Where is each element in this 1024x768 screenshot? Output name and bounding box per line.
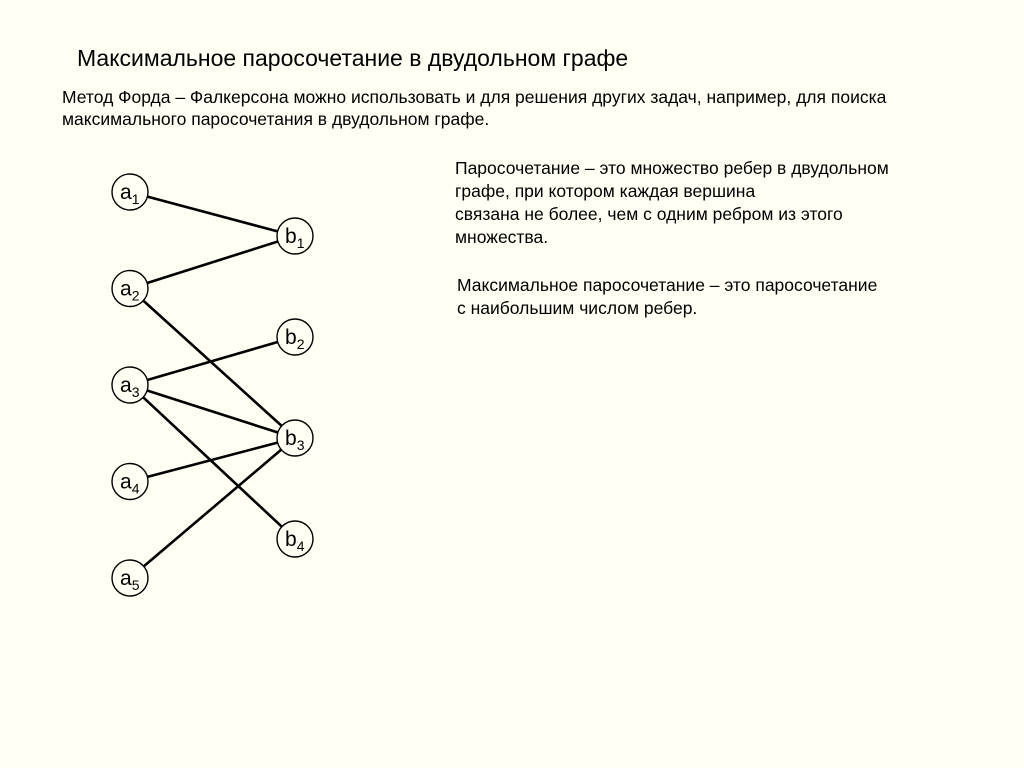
edge-a2-b1 xyxy=(147,242,278,284)
vertex-letter: a xyxy=(120,374,132,397)
matching-definition-line: множества. xyxy=(455,227,549,247)
vertex-index: 5 xyxy=(131,577,140,593)
edge-a3-b2 xyxy=(147,342,277,380)
graph-edges xyxy=(143,197,282,567)
edge-a2-b3 xyxy=(143,301,281,426)
vertex-a4 xyxy=(112,464,148,500)
edge-a3-b3 xyxy=(147,391,278,433)
vertex-index: 3 xyxy=(131,384,140,400)
vertex-a2 xyxy=(112,271,148,307)
vertex-letter: a xyxy=(120,277,132,301)
slide-title: Максимальное паросочетание в двудольном графе xyxy=(77,45,629,71)
vertex-letter: a xyxy=(120,470,132,494)
vertex-b2 xyxy=(277,319,313,355)
vertex-a1 xyxy=(112,174,148,210)
vertex-letter: a xyxy=(120,567,132,590)
vertex-letter: b xyxy=(285,427,297,450)
vertex-a5 xyxy=(112,560,148,596)
vertex-b4 xyxy=(277,521,313,557)
vertex-letter: b xyxy=(285,528,297,551)
edge-a1-b1 xyxy=(147,197,277,232)
matching-definition-line: связана не более, чем с одним ребром из этого xyxy=(455,204,843,224)
vertex-index: 1 xyxy=(131,191,140,207)
intro-paragraph: Метод Форда – Фалкерсона можно использовать и для решения других задач, например, для поиска максимального паросочетания в двудольном графе. xyxy=(62,87,887,129)
maximum-matching-definition-line: Максимальное паросочетание – это паросочетание xyxy=(457,275,878,295)
vertex-letter: b xyxy=(285,225,297,248)
matching-definition-line: Паросочетание – это множество ребер в двудольном xyxy=(455,158,889,178)
vertex-letter: a xyxy=(120,181,132,204)
graph-vertices xyxy=(112,174,313,596)
vertex-index: 4 xyxy=(296,538,305,554)
edge-a4-b3 xyxy=(147,443,277,477)
vertex-index: 2 xyxy=(131,287,140,304)
vertex-index: 1 xyxy=(296,235,305,251)
vertex-a3 xyxy=(112,367,148,403)
vertex-b1 xyxy=(277,218,313,254)
vertex-index: 2 xyxy=(296,336,305,352)
matching-definition-line: графе, при котором каждая вершина xyxy=(455,181,756,201)
vertex-index: 4 xyxy=(131,480,140,497)
vertex-b3 xyxy=(277,420,313,456)
maximum-matching-definition-line: с наибольшим числом ребер. xyxy=(457,298,698,318)
vertex-index: 3 xyxy=(296,437,305,453)
vertex-letter: b xyxy=(285,326,297,349)
